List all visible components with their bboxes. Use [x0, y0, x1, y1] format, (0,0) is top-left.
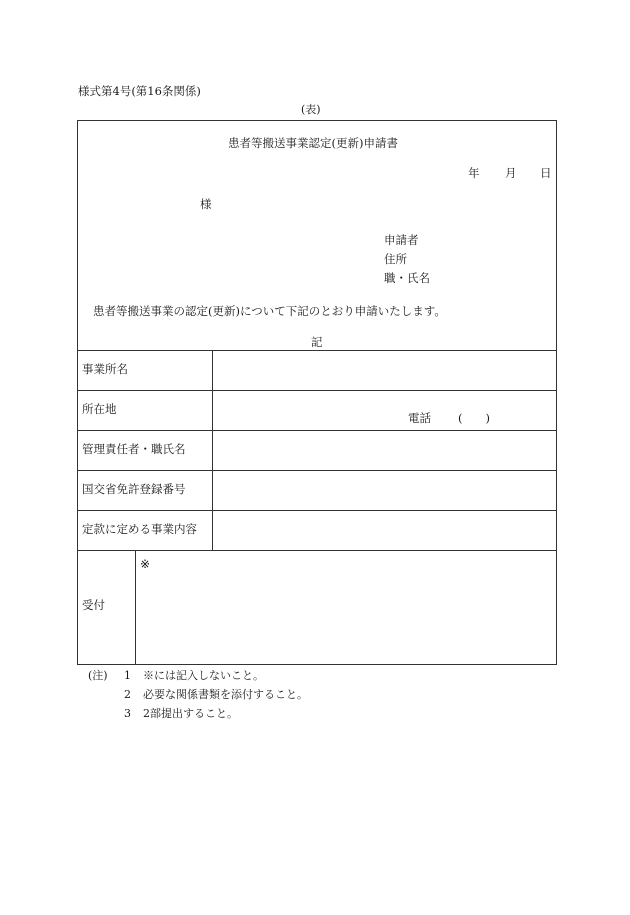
note-number: 3	[124, 707, 131, 720]
note-number: 1	[124, 669, 131, 682]
addressee-suffix: 様	[200, 197, 212, 211]
table-row-divider	[77, 510, 556, 511]
reception-column-divider	[135, 550, 136, 664]
table-column-divider	[212, 350, 213, 550]
ki-heading: 記	[311, 335, 323, 349]
table-row-label: 定款に定める事業内容	[82, 522, 197, 536]
applicant-name-label: 職・氏名	[384, 271, 430, 285]
note-text: 必要な関係書類を添付すること。	[143, 688, 308, 701]
table-row-label: 管理責任者・職氏名	[82, 442, 186, 456]
phone-parentheses: ( )	[458, 411, 490, 425]
note-number: 2	[124, 688, 131, 701]
table-row-divider	[77, 550, 556, 551]
note-text: ※には記入しないこと。	[143, 669, 264, 682]
applicant-label: 申請者	[384, 233, 419, 247]
form-number: 様式第4号(第16条関係)	[78, 84, 201, 98]
table-top-border	[77, 350, 556, 351]
date-year-label: 年	[468, 166, 480, 180]
table-row-label: 事業所名	[82, 362, 128, 376]
table-row-divider	[77, 390, 556, 391]
reception-mark: ※	[140, 557, 151, 571]
table-row-divider	[77, 470, 556, 471]
table-row-label: 国交省免許登録番号	[82, 482, 186, 496]
reception-label: 受付	[82, 598, 105, 612]
application-statement: 患者等搬送事業の認定(更新)について下記のとおり申請いたします。	[93, 304, 446, 318]
note-text: 2部提出すること。	[143, 707, 238, 720]
table-row-divider	[77, 430, 556, 431]
phone-label: 電話	[408, 411, 431, 425]
table-row-label: 所在地	[82, 402, 117, 416]
date-day-label: 日	[540, 166, 552, 180]
applicant-address-label: 住所	[384, 252, 407, 266]
notes-heading: (注)	[88, 669, 108, 682]
form-frame	[77, 120, 557, 665]
date-month-label: 月	[505, 166, 517, 180]
document-title: 患者等搬送事業認定(更新)申請書	[228, 136, 398, 150]
side-label: (表)	[301, 103, 321, 116]
